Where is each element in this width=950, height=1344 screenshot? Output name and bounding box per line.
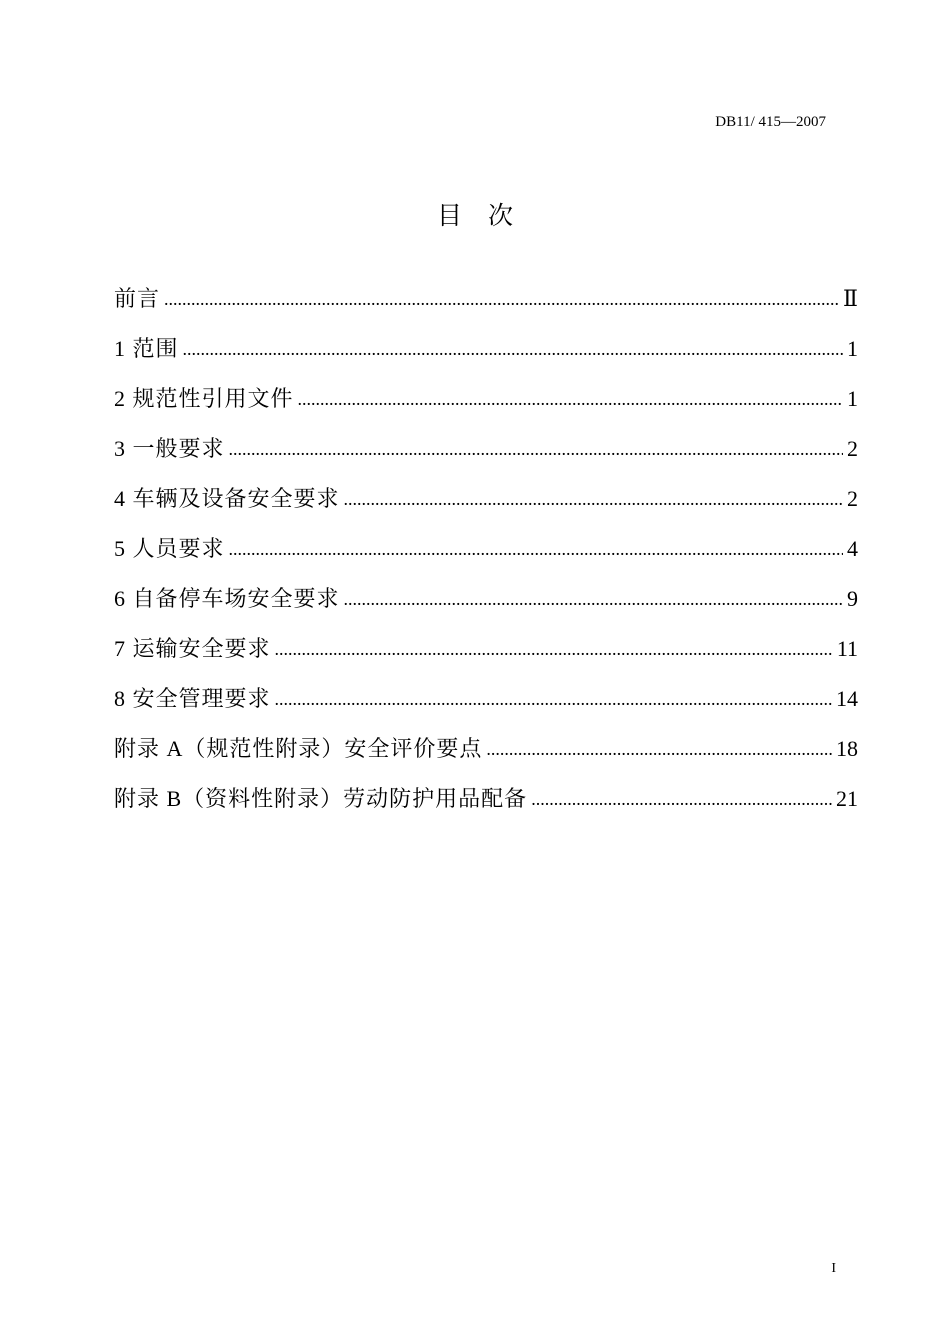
- toc-entry-parking-lot[interactable]: [114, 582, 858, 632]
- toc-dot-leader: [229, 435, 843, 461]
- toc-dot-leader: [298, 385, 843, 411]
- toc-entry-label: 7 运输安全要求: [114, 636, 271, 661]
- toc-entry-page: 2: [847, 436, 858, 461]
- toc-entry-general-requirements[interactable]: [114, 432, 858, 482]
- toc-dot-leader: [344, 485, 843, 511]
- toc-dot-leader: [531, 785, 832, 811]
- toc-dot-leader: [229, 535, 843, 561]
- toc-dot-leader: [486, 735, 832, 761]
- page-number: I: [831, 1261, 836, 1276]
- toc-entry-safety-management[interactable]: [114, 682, 858, 732]
- toc-entry-transport-safety[interactable]: [114, 632, 858, 682]
- document-code: DB11/ 415—2007: [715, 114, 826, 130]
- toc-entry-appendix-b[interactable]: [114, 782, 858, 832]
- toc-entry-label: 3 一般要求: [114, 436, 225, 461]
- toc-entry-label: 8 安全管理要求: [114, 686, 271, 711]
- toc-entry-page: 2: [847, 486, 858, 511]
- toc-entry-label: 2 规范性引用文件: [114, 386, 294, 411]
- toc-entry-label: 4 车辆及设备安全要求: [114, 486, 340, 511]
- toc-entry-label: 附录 A（规范性附录）安全评价要点: [114, 736, 483, 761]
- toc-dot-leader: [164, 285, 839, 311]
- toc-title: 目次: [436, 201, 539, 230]
- toc-entry-page: 14: [836, 686, 858, 711]
- toc-entry-label: 附录 B（资料性附录）劳动防护用品配备: [114, 786, 528, 811]
- toc-entry-page: Ⅱ: [843, 286, 858, 311]
- toc-dot-leader: [344, 585, 843, 611]
- toc-dot-leader: [183, 335, 843, 361]
- toc-dot-leader: [275, 685, 832, 711]
- toc-entry-foreword[interactable]: [114, 282, 858, 332]
- toc-entry-page: 9: [847, 586, 858, 611]
- toc-entry-personnel[interactable]: [114, 532, 858, 582]
- toc-entry-page: 1: [847, 386, 858, 411]
- toc-entry-label: 5 人员要求: [114, 536, 225, 561]
- toc-entry-appendix-a[interactable]: [114, 732, 858, 782]
- toc-entry-label: 6 自备停车场安全要求: [114, 586, 340, 611]
- toc-entry-page: 1: [847, 336, 858, 361]
- toc-entry-vehicle-equipment[interactable]: [114, 482, 858, 532]
- toc-entry-page: 18: [836, 736, 858, 761]
- toc-entry-page: 11: [836, 636, 858, 661]
- toc-entry-page: 21: [836, 786, 858, 811]
- toc-list: [114, 282, 858, 832]
- toc-dot-leader: [275, 635, 833, 661]
- toc-entry-label: 前言: [114, 286, 161, 311]
- toc-entry-scope[interactable]: [114, 332, 858, 382]
- toc-entry-page: 4: [847, 536, 858, 561]
- toc-entry-label: 1 范围: [114, 336, 179, 361]
- toc-entry-normative-references[interactable]: [114, 382, 858, 432]
